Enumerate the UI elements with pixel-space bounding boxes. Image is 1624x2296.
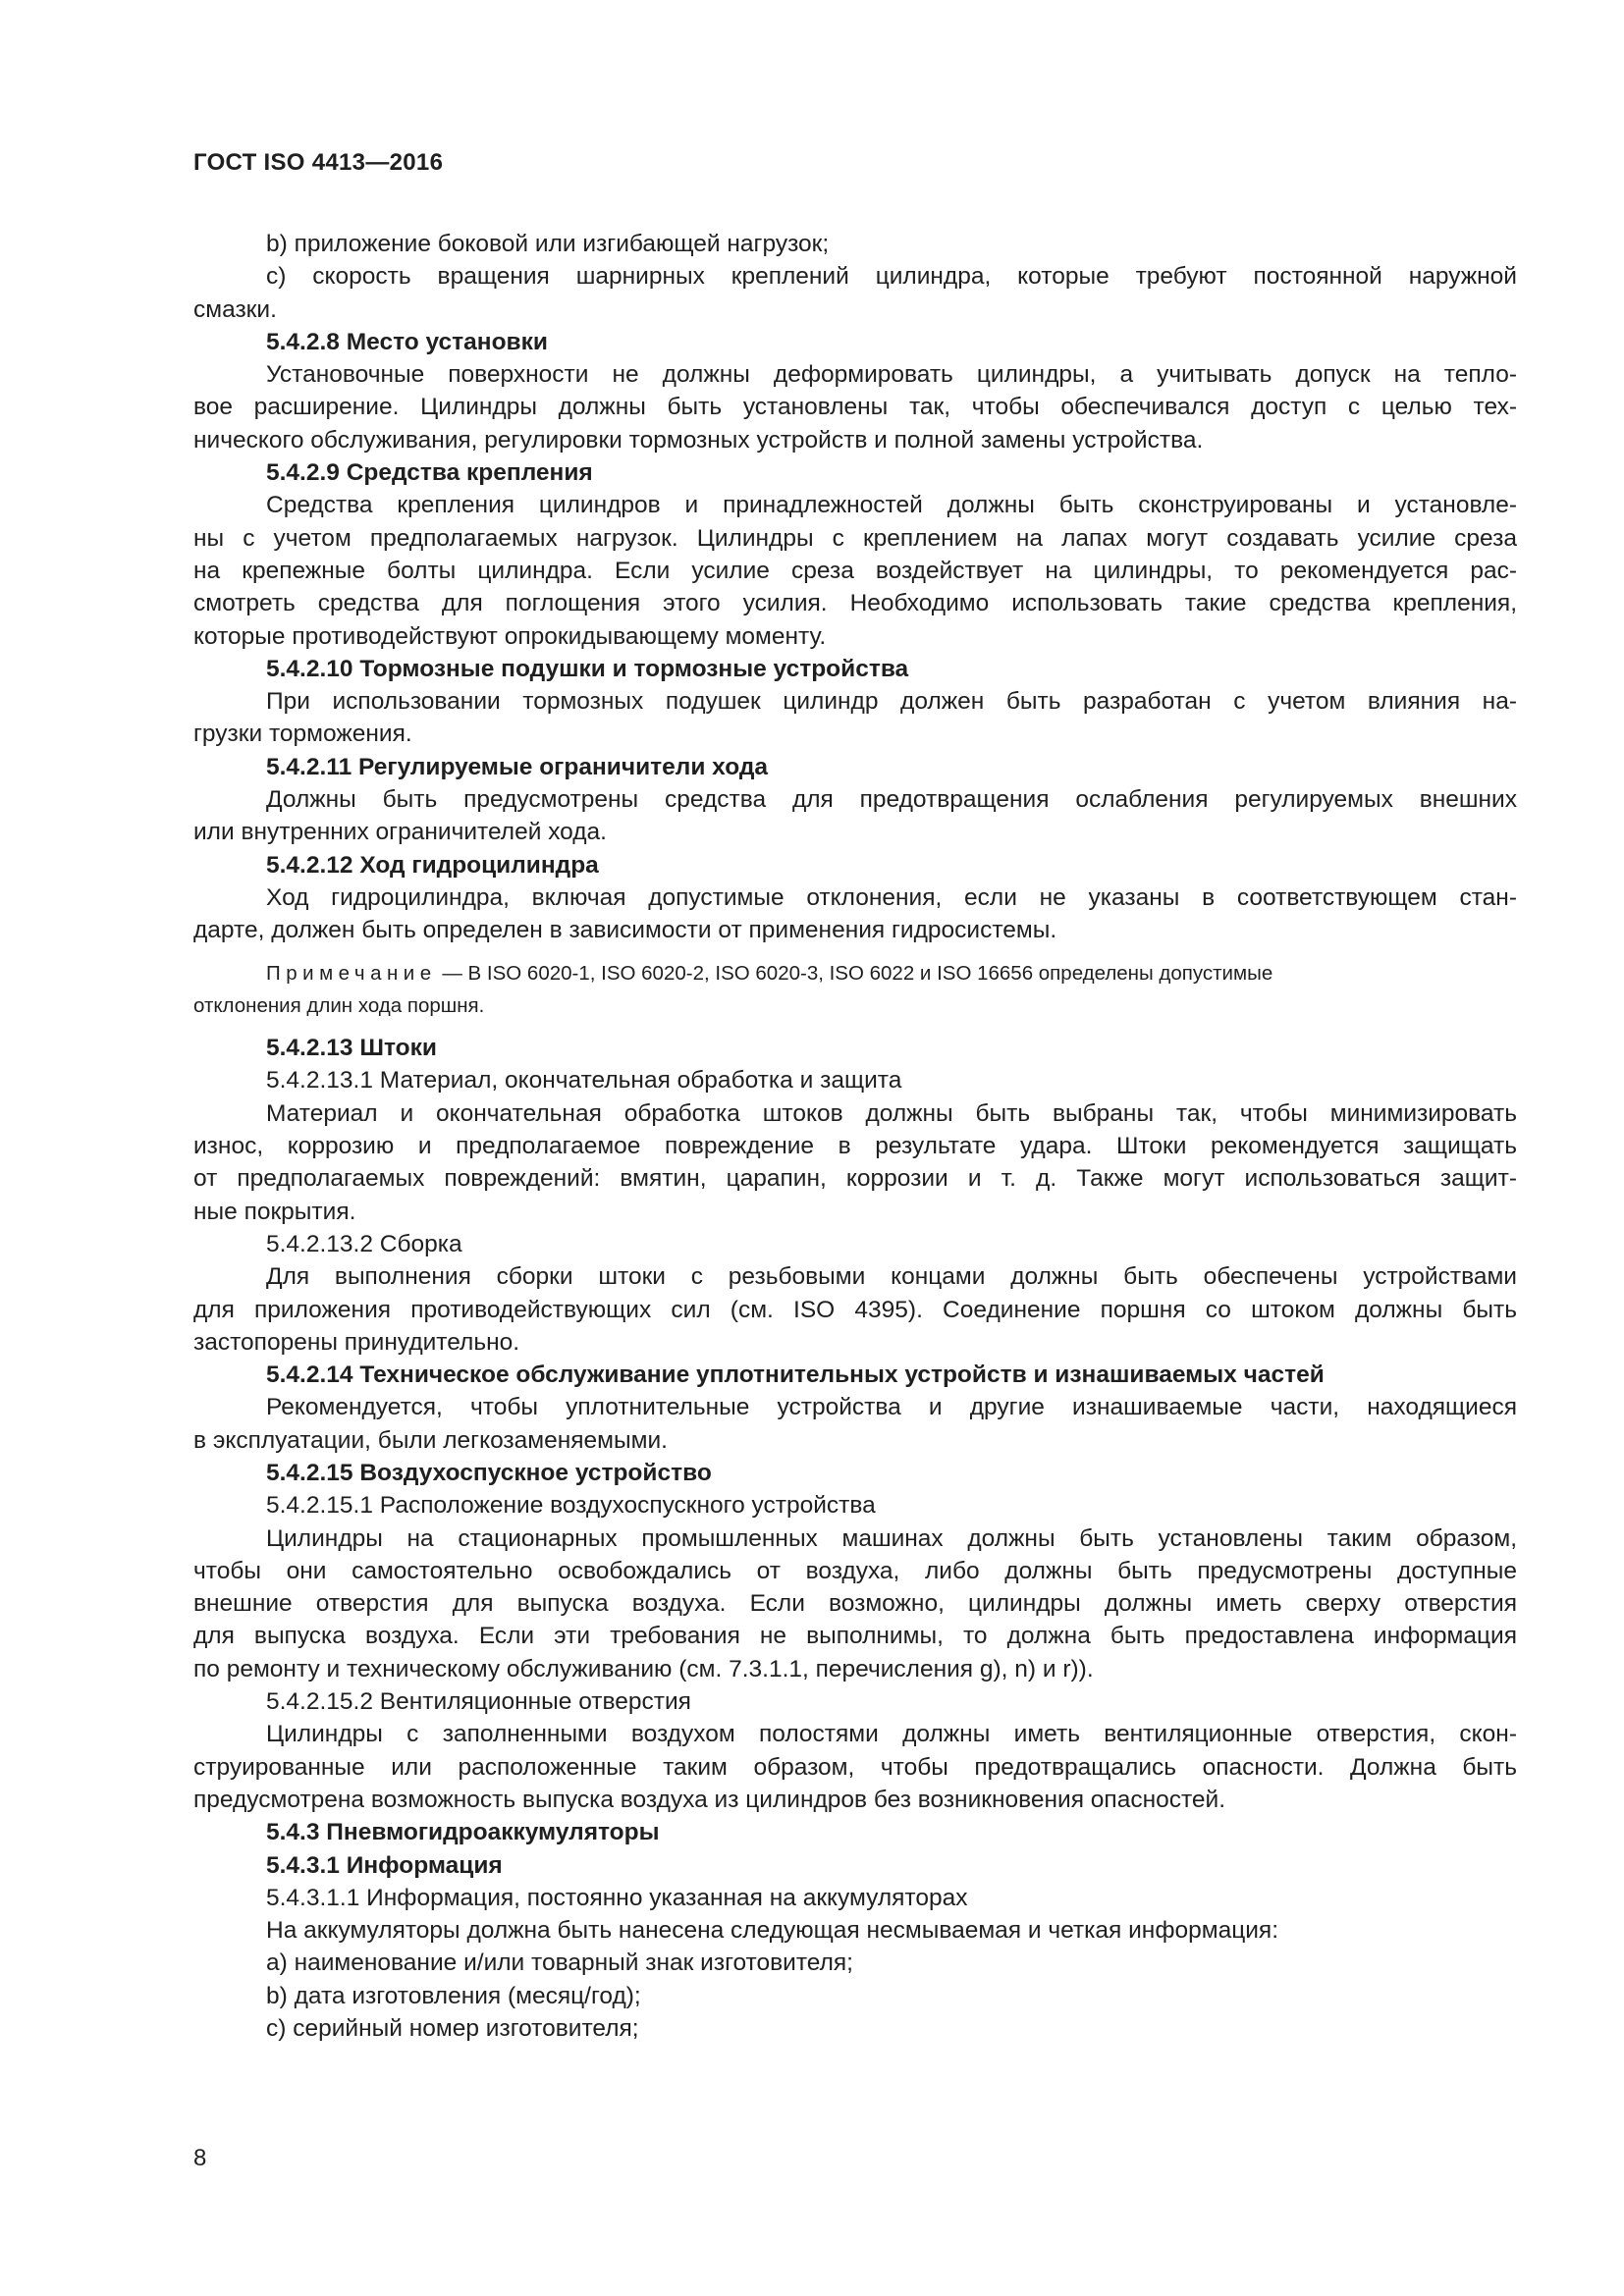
paragraph-line: Для выполнения сборки штоки с резьбовыми концами должны быть обеспечены устройствами [266, 1263, 1517, 1291]
paragraph-line: в эксплуатации, были легкозаменяемыми. [193, 1426, 668, 1454]
paragraph-line: предусмотрена возможность выпуска воздуха из цилиндров без возникновения опасностей. [193, 1786, 1226, 1813]
section-heading: 5.4.2.15 Воздухоспускное устройство [266, 1459, 712, 1486]
subsection-heading: 5.4.2.13.1 Материал, окончательная обработка и защита [266, 1067, 902, 1095]
paragraph-line: смотреть средства для поглощения этого усилия. Необходимо использовать такие средства крепления, [193, 590, 1517, 617]
list-item: а) наименование и/или товарный знак изготовителя; [266, 1949, 853, 1977]
note-text: — В ISO 6020-1, ISO 6020-2, ISO 6020-3, ISO 6022 и ISO 16656 определены допустимые [436, 961, 1273, 985]
section-heading: 5.4.3.1 Информация [266, 1851, 503, 1879]
section-heading: 5.4.2.12 Ход гидроцилиндра [266, 851, 599, 879]
paragraph-line: Должны быть предусмотрены средства для предотвращения ослабления регулируемых внешних [266, 786, 1517, 814]
note-line [193, 957, 1517, 989]
paragraph-line: ные покрытия. [193, 1198, 356, 1225]
paragraph-line: ны с учетом предполагаемых нагрузок. Цилиндры с креплением на лапах могут создавать усилие среза [193, 524, 1517, 552]
paragraph-line: При использовании тормозных подушек цилиндр должен быть разработан с учетом влияния на- [266, 688, 1517, 716]
paragraph-line: износ, коррозию и предполагаемое повреждение в результате удара. Штоки рекомендуется защищать [193, 1133, 1517, 1160]
section-heading: 5.4.2.8 Место установки [266, 328, 548, 355]
paragraph-line: смазки. [193, 295, 277, 323]
note-label: Примечание [266, 961, 437, 985]
paragraph-line: струированные или расположенные таким образом, чтобы предотвращались опасности. Должна быть [193, 1753, 1517, 1781]
paragraph-line: дарте, должен быть определен в зависимости от применения гидросистемы. [193, 917, 1057, 944]
list-item: c) серийный номер изготовителя; [266, 2015, 639, 2043]
paragraph-line: на крепежные болты цилиндра. Если усилие среза воздействует на цилиндры, то рекомендуется рас- [193, 557, 1517, 584]
list-item: c) скорость вращения шарнирных креплений цилиндра, которые требуют постоянной наружной [266, 263, 1517, 291]
paragraph-line: от предполагаемых повреждений: вмятин, царапин, коррозии и т. д. Также могут использоваться защит- [193, 1165, 1517, 1193]
paragraph-line: Ход гидроцилиндра, включая допустимые отклонения, если не указаны в соответствующем стан- [266, 883, 1517, 911]
paragraph-line: Цилиндры на стационарных промышленных машинах должны быть установлены таким образом, [266, 1524, 1517, 1552]
list-item: b) приложение боковой или изгибающей нагрузок; [266, 231, 830, 257]
subsection-heading: 5.4.3.1.1 Информация, постоянно указанная на аккумуляторах [266, 1884, 968, 1911]
subsection-heading: 5.4.2.15.2 Вентиляционные отверстия [266, 1688, 691, 1716]
page-number: 8 [193, 2145, 207, 2171]
paragraph-line: На аккумуляторы должна быть нанесена следующая несмываемая и четкая информация: [266, 1917, 1278, 1945]
paragraph-line: Средства крепления цилиндров и принадлежностей должны быть сконструированы и установле- [266, 492, 1517, 519]
section-heading: 5.4.3 Пневмогидроаккумуляторы [266, 1819, 660, 1846]
subsection-heading: 5.4.2.15.1 Расположение воздухоспускного устройства [266, 1492, 876, 1520]
paragraph-line: чтобы они самостоятельно освобождались от воздуха, либо должны быть предусмотрены доступные [193, 1557, 1517, 1584]
paragraph-line: застопорены принудительно. [193, 1328, 520, 1356]
paragraph-line: нического обслуживания, регулировки тормозных устройств и полной замены устройства. [193, 426, 1204, 454]
paragraph-line: по ремонту и техническому обслуживанию (см. 7.3.1.1, перечисления g), n) и r)). [193, 1655, 1094, 1682]
paragraph-line: Материал и окончательная обработка штоков должны быть выбраны так, чтобы минимизировать [266, 1099, 1517, 1127]
list-item: b) дата изготовления (месяц/год); [266, 1982, 641, 2009]
paragraph-line: Установочные поверхности не должны деформировать цилиндры, а учитывать допуск на тепло- [266, 361, 1517, 389]
section-heading: 5.4.2.14 Техническое обслуживание уплотнительных устройств и изнашиваемых частей [266, 1362, 1325, 1389]
note-line: отклонения длин хода поршня. [193, 993, 485, 1017]
paragraph-line: для выпуска воздуха. Если эти требования не выполнимы, то должна быть предоставлена информация [193, 1623, 1517, 1650]
section-heading: 5.4.2.13 Штоки [266, 1035, 437, 1062]
paragraph-line: для приложения противодействующих сил (см. ISO 4395). Соединение поршня со штоком должны быть [193, 1296, 1517, 1323]
paragraph-line: вое расширение. Цилиндры должны быть установлены так, чтобы обеспечивался доступ с целью тех- [193, 394, 1517, 421]
section-heading: 5.4.2.9 Средства крепления [266, 459, 593, 487]
document-header: ГОСТ ISO 4413—2016 [193, 149, 444, 176]
paragraph-line: которые противодействуют опрокидывающему моменту. [193, 622, 827, 650]
paragraph-line: Цилиндры с заполненными воздухом полостями должны иметь вентиляционные отверстия, скон- [266, 1721, 1517, 1748]
document-body [193, 228, 1517, 2045]
section-heading: 5.4.2.10 Тормозные подушки и тормозные устройства [266, 655, 909, 682]
paragraph-line: внешние отверстия для выпуска воздуха. Если возможно, цилиндры должны иметь сверху отверстия [193, 1590, 1517, 1618]
paragraph-line: или внутренних ограничителей хода. [193, 819, 607, 846]
paragraph-line: грузки торможения. [193, 721, 412, 748]
paragraph-line: Рекомендуется, чтобы уплотнительные устройства и другие изнашиваемые части, находящиеся [266, 1394, 1517, 1421]
subsection-heading: 5.4.2.13.2 Сборка [266, 1230, 462, 1257]
section-heading: 5.4.2.11 Регулируемые ограничители хода [266, 753, 769, 780]
